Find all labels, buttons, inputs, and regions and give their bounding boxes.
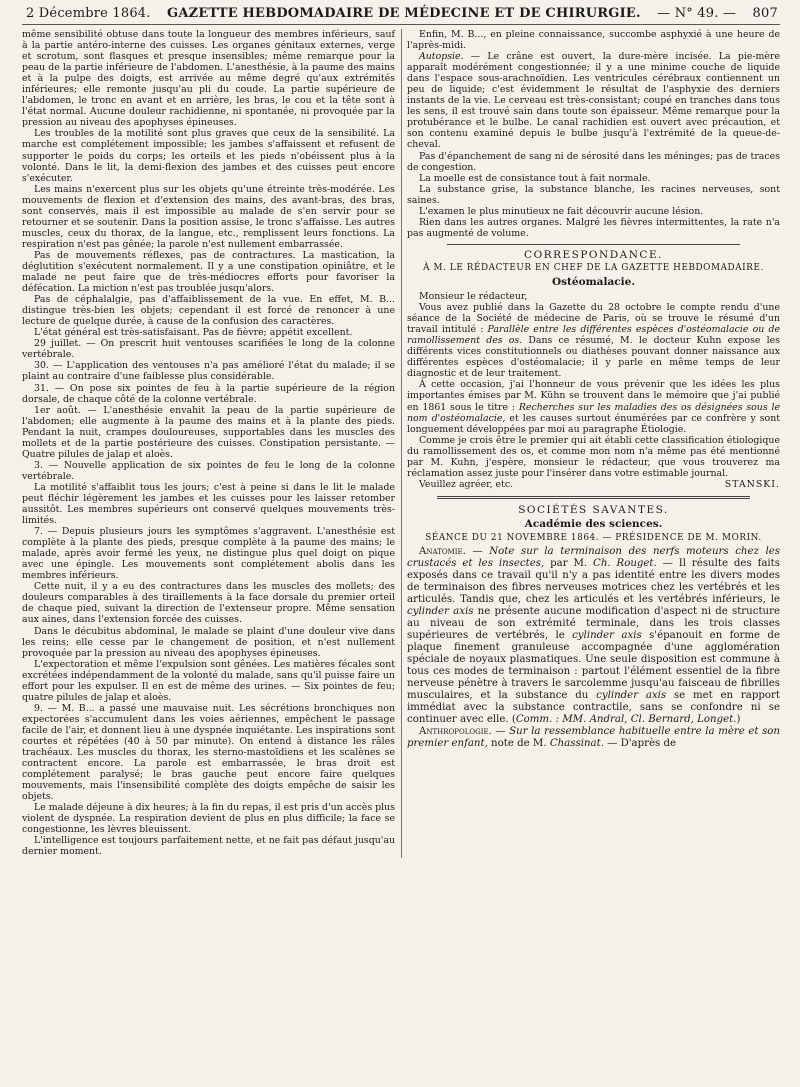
section-rule	[447, 244, 740, 245]
paragraph: L'intelligence est toujours parfaitement nette, et ne fait pas défaut jusqu'au dernier moment.	[22, 835, 395, 858]
paragraph: La substance grise, la substance blanche, les racines nerveuses, sont saines.	[407, 183, 780, 206]
paragraph: L'expectoration et même l'expulsion sont gênées. Les matières fécales sont excrétées indépendamment de la volonté du malade, sans qu'il puisse faire un effort pour les expulser. Il en est de même des urines. — Six pointes de feu; quatre pilules de jalap et aloès.	[22, 658, 395, 703]
paragraph: À cette occasion, j'ai l'honneur de vous prévenir que les idées les plus importantes émises par M. Kühn se trouvent dans le mémoire que j'ai publié en 1861 sous le titre : Recherches sur les maladies des os désignées sous le nom d'ostéomalacie, et les causes surtout énumérées par ce confrère y sont longuement développées par moi au paragraphe Étiologie.	[407, 379, 780, 435]
correspondence-heading: CORRESPONDANCE.	[524, 248, 663, 261]
paragraph: 9. — M. B... a passé une mauvaise nuit. Les sécrétions bronchiques non expectorées s'accumulent dans les voies aériennes, empêchent le passage facile de l'air, et donnent lieu à une dyspnée inquiétante. Les inspirations sont courtes et répétées (40 à 50 par minute). On entend à distance les râles trachéaux. Les muscles du thorax, les sterno-mastoïdiens et les scalènes se contractent encore. La parole est embarrassée, le bras droit est complétement paralysé; le bras gauche peut encore faire quelques mouvements, mais l'insensibilité complète des doigts empêche de saisir les objets.	[22, 702, 395, 803]
societies-heading: SOCIÉTÉS SAVANTES.	[518, 503, 669, 516]
left-column	[22, 29, 395, 858]
section-rule	[437, 496, 750, 499]
paragraph: L'état général est très-satisfaisant. Pas de fièvre; appétit excellent.	[34, 327, 353, 339]
paragraph: Comme je crois être le premier qui ait établi cette classification étiologique du ramollissement des os, et comme mon nom n'a même pas été mentionné par M. Kuhn, j'espère, monsieur le rédacteur, que vous trouverez ma réclamation assez juste pour l'insérer dans votre estimable journal.	[407, 434, 780, 479]
salutation: Monsieur le rédacteur,	[419, 291, 528, 303]
paragraph: 31. — On pose six pointes de feu à la partie supérieure de la région dorsale, de chaque côté de la colonne vertébrale.	[22, 382, 395, 405]
paragraph: Cette nuit, il y a eu des contractures dans les muscles des mollets; des douleurs comparables à des tiraillements à la face dorsale du premier orteil de chaque pied, suivant la direction de l'extenseur propre. Même sensation aux aines, dans l'extension forcée des cuisses.	[22, 581, 395, 626]
paragraph: 30. — L'application des ventouses n'a pas amélioré l'état du malade; il se plaint au contraire d'une faiblesse plus considérable.	[22, 360, 395, 383]
paragraph: Le malade déjeune à dix heures; à la fin du repas, il est pris d'un accès plus violent de dyspnée. La respiration devient de plus en plus difficile; la face se congestionne, les lèvres bleuissent.	[22, 802, 395, 836]
anatomy-note: Anatomie. — Note sur la terminaison des nerfs moteurs chez les crustacés et les insectes, par M. Ch. Rouget. — Il résulte des faits exposés dans ce travail qu'il n'y a pas identité entre les divers modes de terminaison des fibres nerveuses motrices chez les vertébrés et les articulés. Tandis que, chez les articulés et les vertébrés inférieurs, le cylinder axis ne présente aucune modification d'aspect ni de structure au niveau de son extrémité terminale, dans les trois classes supérieures de vertébrés, le cylinder axis s'épanouit en forme de plaque finement granuleuse accompagnée d'une agglomération spéciale de noyaux plasmatiques. Une seule disposition est commune à tous ces modes de terminaison : partout l'élément essentiel de la fibre nerveuse pénètre à travers le sarcolemme jusqu'au faisceau de fibrilles musculaires, et la substance du cylinder axis se met en rapport immédiat avec la substance contractile, sans se confondre ni se continuer avec elle. (Comm. : MM. Andral, Cl. Bernard, Longet.)	[407, 546, 780, 726]
autopsy-label: Autopsie.	[419, 51, 464, 63]
two-columns	[22, 29, 780, 858]
paragraph: même sensibilité obtuse dans toute la longueur des membres inférieurs, sauf à la partie antéro-interne des cuisses. Les organes génitaux externes, verge et scrotum, sont flasques et presque insensibles; même remarque pour la peau de la partie inférieure de l'abdomen. L'anesthésie, à la paume des mains et à la pulpe des doigts, est arrivée au même degré qu'aux extrémités inférieures; elle remonte jusqu'au pli du coude. La partie supérieure de l'abdomen, le tronc en avant et en arrière, les bras, le cou et la tête sont à l'état normal. Aucune douleur rachidienne, ni spontanée, ni provoquée par la pression au niveau des apophyses épineuses.	[22, 29, 395, 129]
paragraph: L'examen le plus minutieux ne fait découvrir aucune lésion.	[419, 205, 704, 217]
paragraph: Enfin, M. B..., en pleine connaissance, succombe asphyxié à une heure de l'après-midi.	[407, 29, 780, 52]
autopsy-paragraph: Autopsie. — Le crâne est ouvert, la dure-mère incisée. La pie-mère apparaît modérément congestionnée; il y a une minime couche de liquide dans l'espace sous-arachnoïdien. Les ventricules cérébraux contiennent un peu de liquide; c'est évidemment le résultat de l'asphyxie des derniers instants de la vie. Le cerveau est très-consistant; coupé en tranches dans tous les sens, il est trouvé sain dans toute son épaisseur. Même remarque pour la protubérance et le bulbe. Le canal rachidien est ouvert avec précaution, et son contenu examiné depuis le bulbe jusqu'à l'extrémité de la queue-de-cheval.	[407, 51, 780, 151]
session-line: SÉANCE DU 21 NOVEMBRE 1864. — PRÉSIDENCE DE M. MORIN.	[425, 532, 762, 543]
right-column	[407, 29, 780, 858]
closing-line: Veuillez agréer, etc. STANSKI.	[419, 478, 780, 490]
paragraph: La moelle est de consistance tout à fait normale.	[419, 172, 651, 184]
paragraph: 3. — Nouvelle application de six pointes de feu le long de la colonne vertébrale.	[22, 459, 395, 482]
academy-heading: Académie des sciences.	[524, 517, 663, 530]
paragraph: 1er août. — L'anesthésie envahit la peau de la partie supérieure de l'abdomen; elle augmente à la paume des mains et à la plante des pieds. Pendant la nuit, crampes douloureuses, supportables dans les muscles des mollets et de la partie postérieure des cuisses. Constipation persistante. — Quatre pilules de jalap et aloès.	[22, 404, 395, 460]
issue-number: — N° 49. —	[657, 6, 737, 21]
paragraph: Rien dans les autres organes. Malgré les fièvres intermittentes, la rate n'a pas augmenté de volume.	[407, 216, 780, 239]
paragraph: La motilité s'affaiblit tous les jours; c'est à peine si dans le lit le malade peut fléchir légèrement les jambes et les cuisses pour les laisser retomber aussitôt. Les membres supérieurs ont conservé quelques mouvements très-limités.	[22, 481, 395, 527]
correspondence-subject: Ostéomalacie.	[551, 275, 635, 288]
journal-title: GAZETTE HEBDOMADAIRE DE MÉDECINE ET DE CHIRURGIE.	[167, 6, 641, 21]
paragraph: Pas d'épanchement de sang ni de sérosité dans les méninges; pas de traces de congestion.	[407, 150, 780, 173]
paragraph: Pas de mouvements réflexes, pas de contractures. La mastication, la déglutition s'exécutent normalement. Il y a une constipation opiniâtre, et le malade ne peut faire que de très-médiocres efforts pour favoriser la défécation. La miction n'est pas troublée jusqu'alors.	[22, 249, 395, 295]
correspondence-address: À M. LE RÉDACTEUR EN CHEF DE LA GAZETTE HEBDOMADAIRE.	[423, 262, 764, 273]
paragraph: Pas de céphalalgie, pas d'affaiblissement de la vue. En effet, M. B... distingue très-bien les objets; cependant il est forcé de renoncer à une lecture de quelque durée, à cause de la confusion des caractères.	[22, 294, 395, 328]
paragraph: Dans le décubitus abdominal, le malade se plaint d'une douleur vive dans les reins; elle cesse par le changement de position, et n'est nullement provoquée par la pression au niveau des apophyses épineuses.	[22, 625, 395, 659]
paragraph: 29 juillet. — On prescrit huit ventouses scarifiées le long de la colonne vertébrale.	[22, 338, 395, 361]
signature: STANSKI.	[724, 478, 780, 490]
issue-date: 2 Décembre 1864.	[26, 6, 151, 21]
paragraph: Vous avez publié dans la Gazette du 28 octobre le compte rendu d'une séance de la Société de médecine de Paris, où se trouve le résumé d'un travail intitulé : Parallèle entre les différentes espèces d'ostéomalacie ou de ramollissement des os. Dans ce résumé, M. le docteur Kuhn expose les différents vices constitutionnels ou diathèses pouvant donner naissance aux différentes espèces d'ostéomalacie; il y parle en même temps de leur diagnostic et de leur traitement.	[407, 302, 780, 380]
paragraph: 7. — Depuis plusieurs jours les symptômes s'aggravent. L'anesthésie est complète à la plante des pieds, presque complète à la paume des mains; le malade, après avoir fermé les yeux, ne distingue plus quel doigt on pique avec une épingle. Les mouvements sont complétement abolis dans les membres inférieurs.	[22, 526, 395, 582]
anthropology-note: Anthropologie. — Sur la ressemblance habituelle entre la mère et son premier enfant, note de M. Chassinat. — D'après de	[407, 726, 780, 750]
page-number: 807	[752, 6, 778, 21]
column-divider	[401, 29, 402, 858]
running-header	[22, 6, 780, 25]
paragraph: Les troubles de la motilité sont plus graves que ceux de la sensibilité. La marche est complétement impossible; les jambes s'affaissent et refusent de supporter le poids du corps; les orteils et les pieds n'obéissent plus à la volonté. Dans le lit, la demi-flexion des jambes et des cuisses peut encore s'exécuter.	[22, 128, 395, 184]
paragraph: Les mains n'exercent plus sur les objets qu'une étreinte très-modérée. Les mouvements de flexion et d'extension des mains, des avant-bras, des bras, sont conservés, mais il est impossible au malade de s'en servir pour se retourner et se soutenir. Dans la position assise, le tronc s'affaisse. Les autres muscles, ceux du thorax, de la langue, etc., remplissent leurs fonctions. La respiration n'est pas gênée; la parole n'est nullement embarrassée.	[22, 183, 395, 250]
